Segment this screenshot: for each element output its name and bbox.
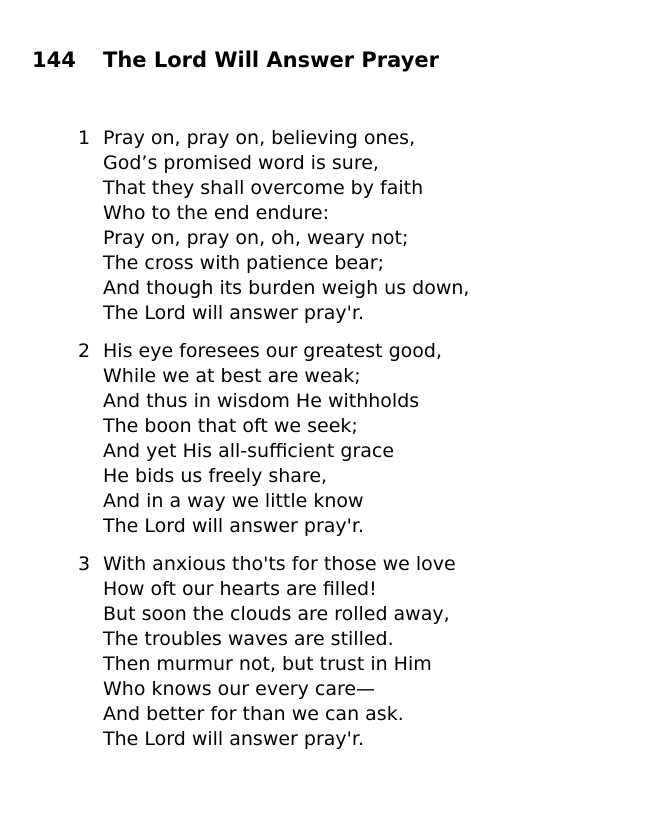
verse-line: The Lord will answer pray'r. (103, 515, 364, 537)
verse-line: That they shall overcome by faith (103, 177, 424, 199)
verse-line: Who knows our every care— (103, 678, 376, 700)
verse-line: Who to the end endure: (103, 202, 329, 224)
verse-2 (78, 339, 469, 539)
verse-line: His eye foresees our greatest good, (103, 340, 443, 362)
verse-lines (103, 339, 442, 539)
hymn-title: The Lord Will Answer Prayer (103, 48, 439, 72)
verse-line: While we at best are weak; (103, 365, 361, 387)
verse-line: And in a way we little know (103, 490, 364, 512)
verse-line: The Lord will answer pray'r. (103, 728, 364, 750)
verse-line: How oft our hearts are filled! (103, 578, 377, 600)
verse-lines (103, 126, 469, 326)
verse-number: 3 (78, 553, 91, 575)
verse-line: And better for than we can ask. (103, 703, 404, 725)
verse-line: He bids us freely share, (103, 465, 328, 487)
verse-1 (78, 126, 469, 326)
verse-line: Pray on, pray on, oh, weary not; (103, 227, 409, 249)
verse-line: The troubles waves are stilled. (103, 628, 394, 650)
verse-line: And thus in wisdom He withholds (103, 390, 420, 412)
verse-number: 2 (78, 340, 91, 362)
hymn-number: 144 (32, 48, 76, 72)
verse-line: The cross with patience bear; (103, 252, 384, 274)
verse-line: Then murmur not, but trust in Him (103, 653, 432, 675)
verse-line: And though its burden weigh us down, (103, 277, 470, 299)
verse-3 (78, 552, 469, 752)
verses-container (78, 126, 469, 765)
verse-lines (103, 552, 456, 752)
verse-line: Pray on, pray on, believing ones, (103, 127, 416, 149)
verse-line: And yet His all-sufficient grace (103, 440, 395, 462)
verse-number: 1 (78, 127, 91, 149)
verse-line: With anxious tho'ts for those we love (103, 553, 456, 575)
verse-line: The Lord will answer pray'r. (103, 302, 364, 324)
verse-line: But soon the clouds are rolled away, (103, 603, 450, 625)
verse-line: God’s promised word is sure, (103, 152, 379, 174)
verse-line: The boon that oft we seek; (103, 415, 358, 437)
hymn-header (32, 45, 439, 75)
